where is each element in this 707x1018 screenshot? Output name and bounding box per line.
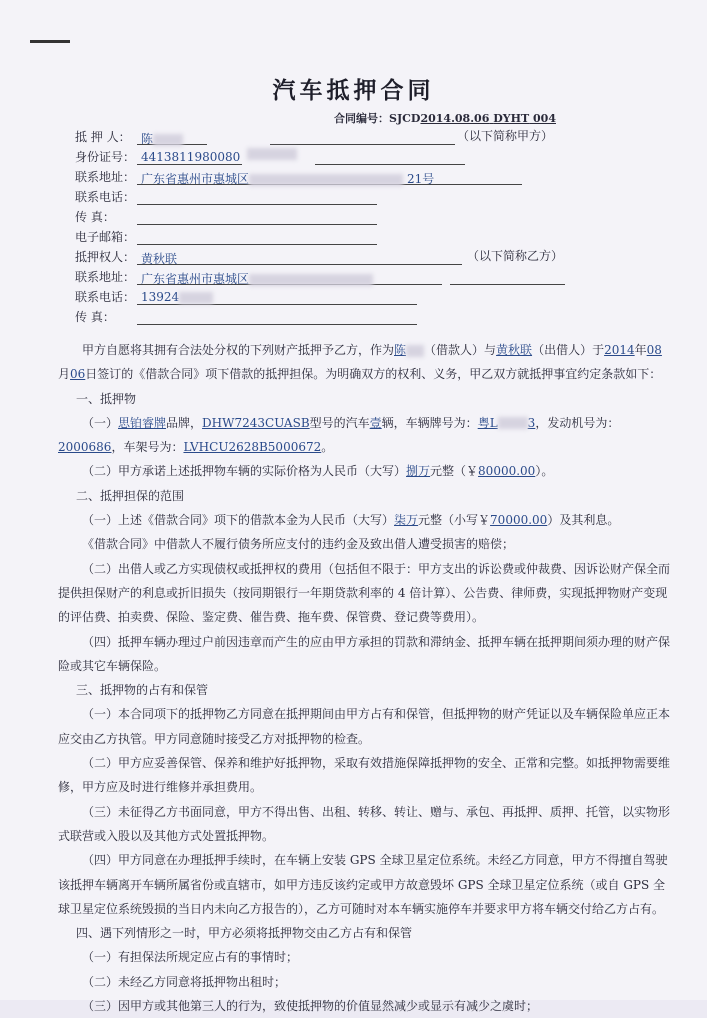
section-2-item-1: （一）上述《借款合同》项下的借款本金为人民币（大写）柒万元整（小写￥70000.00）及其利息。 <box>82 513 620 528</box>
field-phone-a: 联系电话： <box>75 188 137 205</box>
section-2-heading: 二、抵押担保的范围 <box>76 488 185 503</box>
section-4-heading: 四、遇下列情形之一时，甲方必须将抵押物交由乙方占有和保管 <box>76 926 413 941</box>
section-4-item-3: （三）因甲方或其他第三人的行为，致使抵押物的价值显然减少或显示有减少之虞时； <box>82 999 539 1014</box>
section-3-heading: 三、抵押物的占有和保管 <box>76 683 209 698</box>
corner-mark <box>30 40 70 43</box>
field-fax-b: 传 真： <box>75 308 137 325</box>
field-phone-b: 联系电话： 13924 <box>75 288 137 305</box>
section-2-item-4: （四）抵押车辆办理过户前因违章而产生的应由甲方承担的罚款和滞纳金、抵押车辆在抵押期间须办理的财产保险或其它车辆保险。 <box>58 634 671 673</box>
field-id-number: 身份证号： 4413811980080 <box>75 148 137 165</box>
section-1-item-1: （一）思铂睿牌品牌，DHW7243CUASB型号的汽车壹辆，车辆牌号为：粤L 3，发动机号为：2000686，车架号为：LVHCU2628B5000672。 <box>58 415 620 455</box>
party-b-note: （以下简称乙方） <box>467 249 564 263</box>
field-email-a: 电子邮箱： <box>75 228 137 245</box>
section-3-item-4: （四）甲方同意在办理抵押手续时，在车辆上安装 GPS 全球卫星定位系统。未经乙方同意，甲方不得擅自驾驶该抵押车辆离开车辆所属省份或直辖市，如甲方违反该约定或甲方故意毁坏 GPS 全球卫星定位系统（或自 GPS 全球卫星定位系统毁损的当日内未向乙方报告的），乙方可随时对本车辆实施停车并要求甲方将车辆交付给乙方占有。 <box>58 853 668 916</box>
field-address-b: 联系地址： 广东省惠州市惠城区 <box>75 268 137 285</box>
contract-body <box>58 338 670 1018</box>
section-4-item-2: （二）未经乙方同意将抵押物出租时； <box>82 974 287 989</box>
section-1-item-2: （二）甲方承诺上述抵押物车辆的实际价格为人民币（大写）捌万元整（￥80000.00）。 <box>82 464 554 479</box>
section-2-item-2: （二）出借人或乙方实现债权或抵押权的费用（包括但不限于：甲方支出的诉讼费或仲裁费、因诉讼财产保全而提供担保财产的利息或折旧损失（按同期银行一年期贷款利率的 4 倍计算）、公告费、律师费，实现抵押物财产变现的评估费、拍卖费、保险、鉴定费、催告费、拖车费、保管费、登记费等费用）。 <box>58 561 671 625</box>
section-3-item-2: （二）甲方应妥善保管、保养和维护好抵押物，采取有效措施保障抵押物的安全、正常和完整。如抵押物需要维修，甲方应及时进行维修并承担费用。 <box>58 756 671 795</box>
section-4-item-1: （一）有担保法所规定应占有的事情时； <box>82 950 299 965</box>
party-a-note: （以下简称甲方） <box>457 129 554 143</box>
section-3-item-3: （三）未征得乙方书面同意，甲方不得出售、出租、转移、转让、赠与、承包、再抵押、质押、托管，以实物形式联营或入股以及其他方式处置抵押物。 <box>58 804 671 843</box>
field-pledgor: 抵 押 人： 陈 <box>75 128 137 145</box>
field-address-a: 联系地址： 广东省惠州市惠城区 21号 <box>75 168 137 185</box>
section-2-item-1b: 《借款合同》中借款人不履行债务所应支付的违约金及致出借人遭受损害的赔偿； <box>82 537 515 552</box>
document-title: 汽车抵押合同 <box>272 77 435 104</box>
intro-paragraph: 甲方自愿将其拥有合法处分权的下列财产抵押予乙方，作为陈 （借款人）与黄秋联（出借人）于2014年08月06日签订的《借款合同》项下借款的抵押担保。为明确双方的权利、义务，甲乙双方就抵押事宜约定条款如下： <box>58 343 662 382</box>
section-1-heading: 一、抵押物 <box>76 391 137 406</box>
field-pledgee: 抵押权人： 黄秋联 <box>75 248 137 265</box>
section-3-item-1: （一）本合同项下的抵押物乙方同意在抵押期间由甲方占有和保管，但抵押物的财产凭证以及车辆保险单应正本应交由乙方执管。甲方同意随时接受乙方对抵押物的检查。 <box>58 707 671 746</box>
field-fax-a: 传 真： <box>75 208 137 225</box>
contract-number: 合同编号：SJCD2014.08.06 DYHT 004 <box>334 112 556 125</box>
